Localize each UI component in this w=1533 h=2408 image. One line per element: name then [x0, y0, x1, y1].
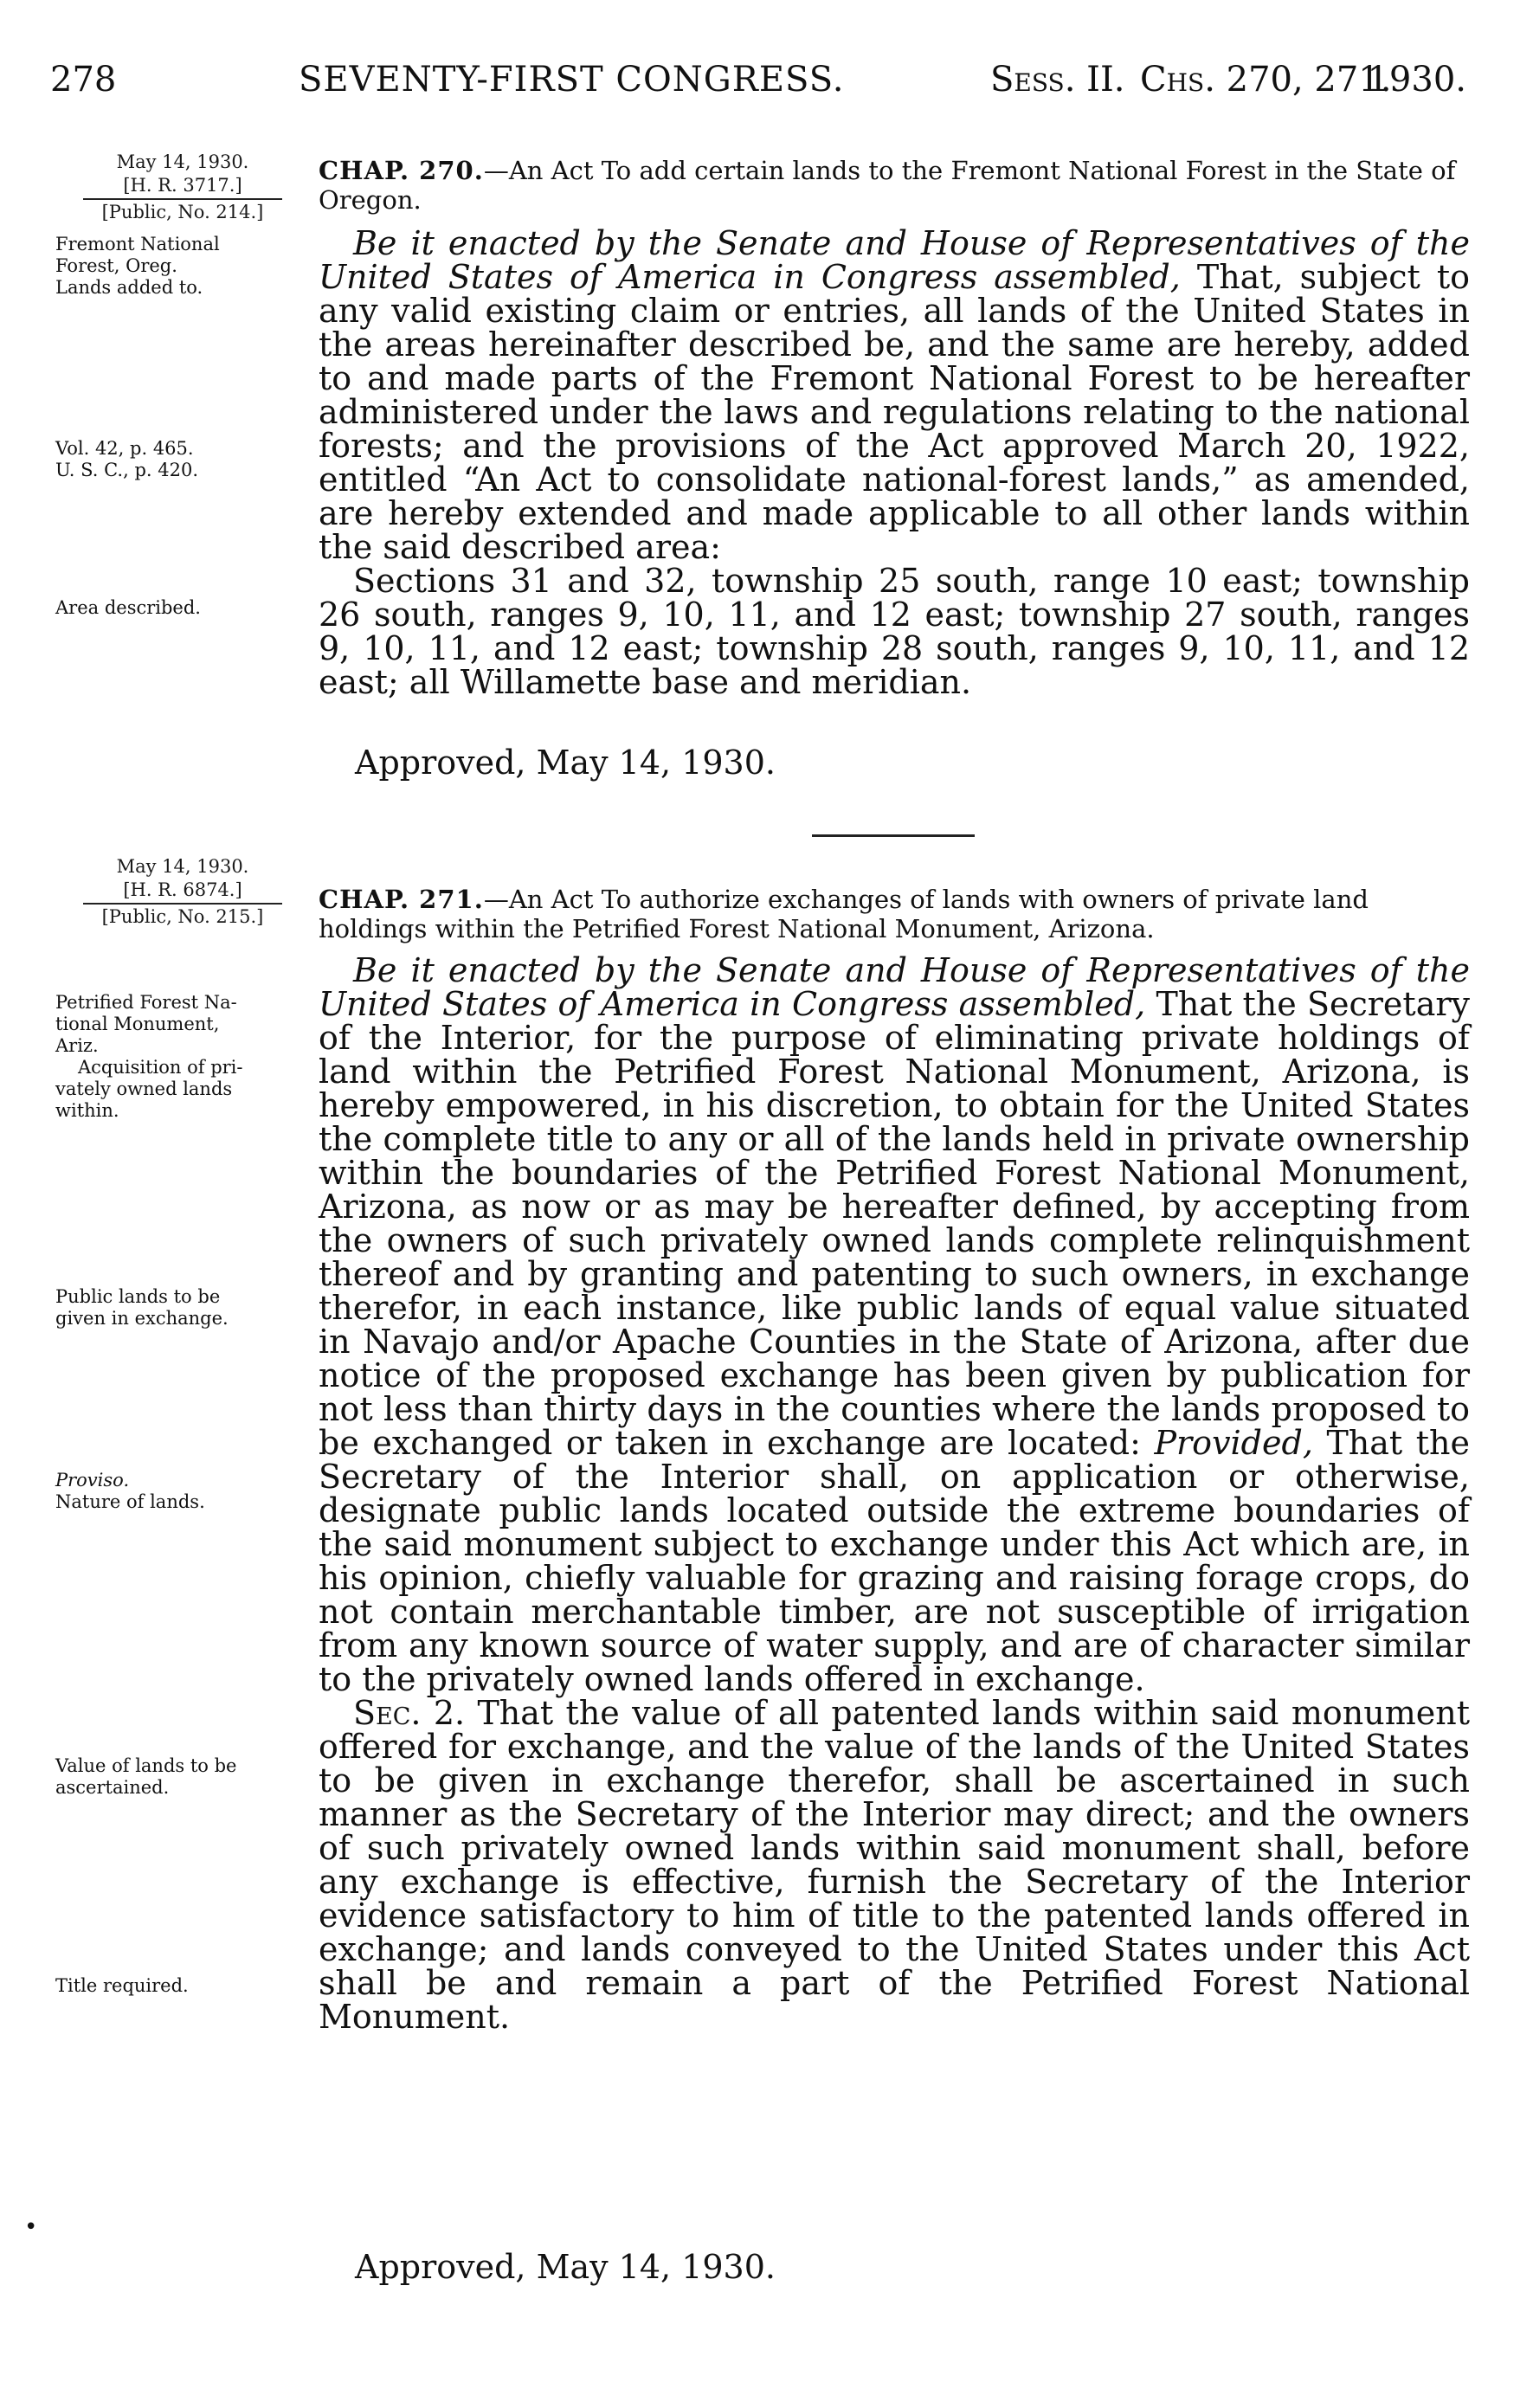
- chap270-margin-citation: [48, 151, 317, 224]
- margin-note-fremont: Fremont National Forest, Oreg. Lands added to.: [55, 234, 220, 298]
- chapters-label: Chs. 270, 271.: [1140, 60, 1392, 100]
- chap270-label: CHAP. 270.: [319, 156, 484, 185]
- proviso-word: Provided,: [1154, 1424, 1313, 1462]
- chap270-enacting-clause: Be it enacted by the Senate and House of Representatives of the United States of America in Congress assembled,: [319, 224, 1470, 296]
- chap271-public-law: [Public, No. 215.]: [101, 906, 264, 927]
- chap270-bill: [H. R. 3717.]: [123, 175, 242, 196]
- sec2-label: Sec. 2.: [353, 1694, 466, 1732]
- chap270-citation-rule: [83, 198, 282, 200]
- chap271-paragraph-1: Be it enacted by the Senate and House of Representatives of the United States of America in Congress assembled, That the Secretary of the Interior, for the purpose of eliminating private holdings of land within the Petrified Forest National Monument, Arizona, is hereby empowered, in his discretion, to obtain for the United States the complete title to any or all of the lands held in private ownership within the boundaries of the Petrified Forest National Monument, Arizona, as now or as may be hereafter defined, by accepting from the owners of such privately owned lands complete relinquishment thereof and by granting and patenting to such owners, in exchange therefor, in each instance, like public lands of equal value situated in Navajo and/or Apache Counties in the State of Arizona, after due notice of the proposed exchange has been given by publication for not less than thirty days in the counties where the lands proposed to be exchanged or taken in exchange are located: Provided, That the Secretary of the Interior shall, on application or otherwise, designate public lands located outside the extreme boundaries of the said monument subject to exchange under this Act which are, in his opinion, chiefly valuable for grazing and raising forage crops, do not contain merchantable timber, are not susceptible of irrigation from any known source of water supply, and are of character similar to the privately owned lands offered in exchange.: [319, 951, 1470, 1698]
- chap270-paragraph-2: Sections 31 and 32, township 25 south, range 10 east; township 26 south, ranges 9, 10, 11, and 12 east; township 27 south, ranges 9, 10, 11, and 12 east; township 28 south, ranges 9, 10, 11, and 12 east; all Willamette base and meridian.: [319, 562, 1470, 701]
- chap270-title: —An Act To add certain lands to the Fremont National Forest in the State of Oregon.: [319, 156, 1456, 215]
- margin-note-public-lands: Public lands to be given in exchange.: [55, 1286, 229, 1329]
- chap271-enacting-clause: Be it enacted by the Senate and House of Representatives of the United States of America in Congress assembled,: [319, 951, 1470, 1023]
- margin-note-volume: Vol. 42, p. 465. U. S. C., p. 420.: [55, 438, 199, 480]
- chap271-body: [319, 951, 1470, 2036]
- running-header: [50, 54, 1466, 106]
- chap271-approved: Approved, May 14, 1930.: [355, 2248, 776, 2286]
- header-year: 1930.: [1367, 60, 1466, 100]
- congress-title: SEVENTY-FIRST CONGRESS.: [299, 60, 845, 100]
- chapter-separator: [812, 834, 975, 837]
- chap271-margin-citation: [48, 855, 317, 929]
- chap271-title: —An Act To authorize exchanges of lands with owners of private land holdings within the Petrified Forest National Monument, Arizona.: [319, 885, 1369, 943]
- margin-note-area: Area described.: [55, 597, 201, 618]
- chap270-body: [319, 224, 1470, 701]
- margin-note-proviso: Proviso. Nature of lands.: [55, 1470, 205, 1512]
- stray-mark: •: [24, 2214, 38, 2240]
- chap270-heading: [319, 156, 1470, 215]
- margin-note-value: Value of lands to be ascertained.: [55, 1755, 237, 1798]
- chap270-paragraph-1: Be it enacted by the Senate and House of Representatives of the United States of America in Congress assembled, That, subject to any valid existing claim or entries, all lands of the United States in the areas hereinafter described be, and the same are hereby, added to and made parts of the Fremont National Forest to be hereafter administered under the laws and regulations relating to the national forests; and the provisions of the Act approved March 20, 1922, entitled “An Act to consolidate national-forest lands,” as amended, are hereby extended and made applicable to all other lands within the said described area:: [319, 224, 1470, 566]
- chap270-approved: Approved, May 14, 1930.: [355, 744, 776, 782]
- chap270-date: May 14, 1930.: [116, 151, 249, 172]
- chap271-label: CHAP. 271.: [319, 885, 484, 914]
- margin-note-title: Title required.: [55, 1975, 189, 1996]
- margin-note-petrified: Petrified Forest Na- tional Monument, Ariz. Acquisition of pri- vately owned lands within.: [55, 992, 243, 1121]
- session-label: Sess. II.: [990, 60, 1125, 100]
- chap271-date: May 14, 1930.: [116, 856, 249, 877]
- chap270-public-law: [Public, No. 214.]: [101, 202, 264, 222]
- chap271-citation-rule: [83, 903, 282, 905]
- page-number: 278: [50, 60, 117, 100]
- chap271-section-2: Sec. 2. That the value of all patented lands within said monument offered for exchange, and the value of the lands of the United States to be given in exchange therefor, shall be ascertained in such manner as the Secretary of the Interior may direct; and the owners of such privately owned lands within said monument shall, before any exchange is effective, furnish the Secretary of the Interior evidence satisfactory to him of title to the patented lands offered in exchange; and lands conveyed to the United States under this Act shall be and remain a part of the Petrified Forest National Monument.: [319, 1694, 1470, 2036]
- chap271-bill: [H. R. 6874.]: [123, 879, 242, 900]
- chap271-heading: [319, 885, 1470, 943]
